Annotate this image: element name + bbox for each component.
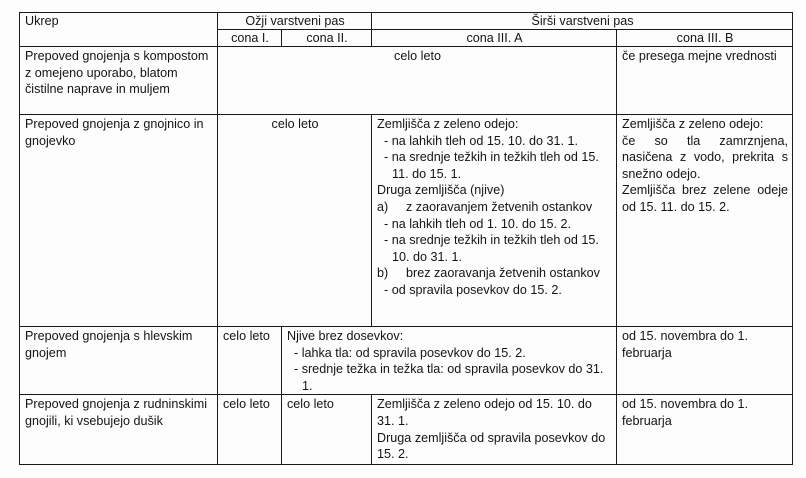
list-item: - lahka tla: od spravila posevkov do 15. 2.: [294, 345, 526, 360]
row-measure-label: Prepoved gnojenja z gnojnico in gnojevko: [20, 115, 218, 327]
table-row-kompost: [20, 47, 793, 115]
row-measure-label: Prepoved gnojenja s hlevskim gnojem: [20, 327, 218, 395]
list-label: a): [377, 199, 389, 214]
measures-table: [19, 12, 793, 465]
text-line: Druga zemljišča (njive): [377, 183, 505, 198]
list-item: - od spravila posevkov do 15. 2.: [384, 282, 562, 297]
cell-cona-iiib: [617, 115, 793, 327]
cell-cona-i: celo leto: [218, 395, 282, 465]
header-ukrep: Ukrep: [20, 13, 218, 47]
cell-cona-iiib: če presega mejne vrednosti: [617, 47, 793, 115]
list-label: b): [377, 266, 389, 281]
list-text: brez zaoravanja žetvenih ostankov: [406, 266, 600, 281]
cell-all-zones: celo leto: [218, 47, 617, 115]
text-line: Zemljišča z zeleno odejo od 15. 10. do 31. 1.: [377, 397, 592, 428]
list-text: z zaoravanjem žetvenih ostankov: [406, 199, 593, 214]
cell-cona-iiib: od 15. novembra do 1. februarja: [617, 327, 793, 395]
table-row-hlevski-gnoj: [20, 327, 793, 395]
list-item: [377, 199, 612, 216]
header-cona-iiia: cona III. A: [372, 30, 617, 47]
text-line: Druga zemljišča od spravila posevkov do 15. 2.: [377, 430, 606, 462]
row-measure-label: Prepoved gnojenja z rudninskimi gnojili, ki vsebujejo dušik: [20, 395, 218, 465]
list-item: - na srednje težkih in težkih tleh od 15. 11. do 15. 1.: [384, 150, 599, 181]
header-sirsi-pas: Širši varstveni pas: [372, 13, 793, 30]
list-item: [377, 265, 612, 282]
text-line: Zemljišča z zeleno odejo:: [377, 117, 519, 131]
cell-cona-iiib: od 15. novembra do 1. februarja: [617, 395, 793, 465]
header-cona-ii: cona II.: [282, 30, 372, 47]
cell-cona-ii-iiia: [282, 327, 617, 395]
row-measure-label: Prepoved gnojenja s kompostom z omejeno uporabo, blatom čistilne naprave in muljem: [20, 47, 218, 115]
cell-cona-iiia: [372, 395, 617, 465]
header-row-1: [20, 13, 793, 30]
table-row-rudninska-gnojila: [20, 395, 793, 465]
list-item: - na lahkih tleh od 15. 10. do 31. 1.: [384, 133, 578, 148]
text-line: Zemljišča z zeleno odejo:: [622, 117, 764, 131]
text-line: če so tla zamrznjena, nasičena z vodo, prekrita s snežno odejo.: [622, 133, 789, 181]
list-item: - na lahkih tleh od 1. 10. do 15. 2.: [384, 216, 571, 231]
cell-cona-iiia: [372, 115, 617, 327]
list-item: - na srednje težkih in težkih tleh od 15. 10. do 31. 1.: [384, 233, 599, 264]
cell-cona-ii: celo leto: [282, 395, 372, 465]
text-line: Zemljišča brez zelene odeje od 15. 11. do 15. 2.: [622, 183, 789, 214]
cell-ozji-pas: celo leto: [218, 115, 372, 327]
header-ozji-pas: Ožji varstveni pas: [218, 13, 372, 30]
table-row-gnojnica: [20, 115, 793, 327]
list-item: - srednje težka in težka tla: od spravila posevkov do 31. 1.: [294, 362, 604, 393]
header-cona-iiib: cona III. B: [617, 30, 793, 47]
header-cona-i: cona I.: [218, 30, 282, 47]
text-line: Njive brez dosevkov:: [287, 329, 404, 343]
cell-cona-i: celo leto: [218, 327, 282, 395]
